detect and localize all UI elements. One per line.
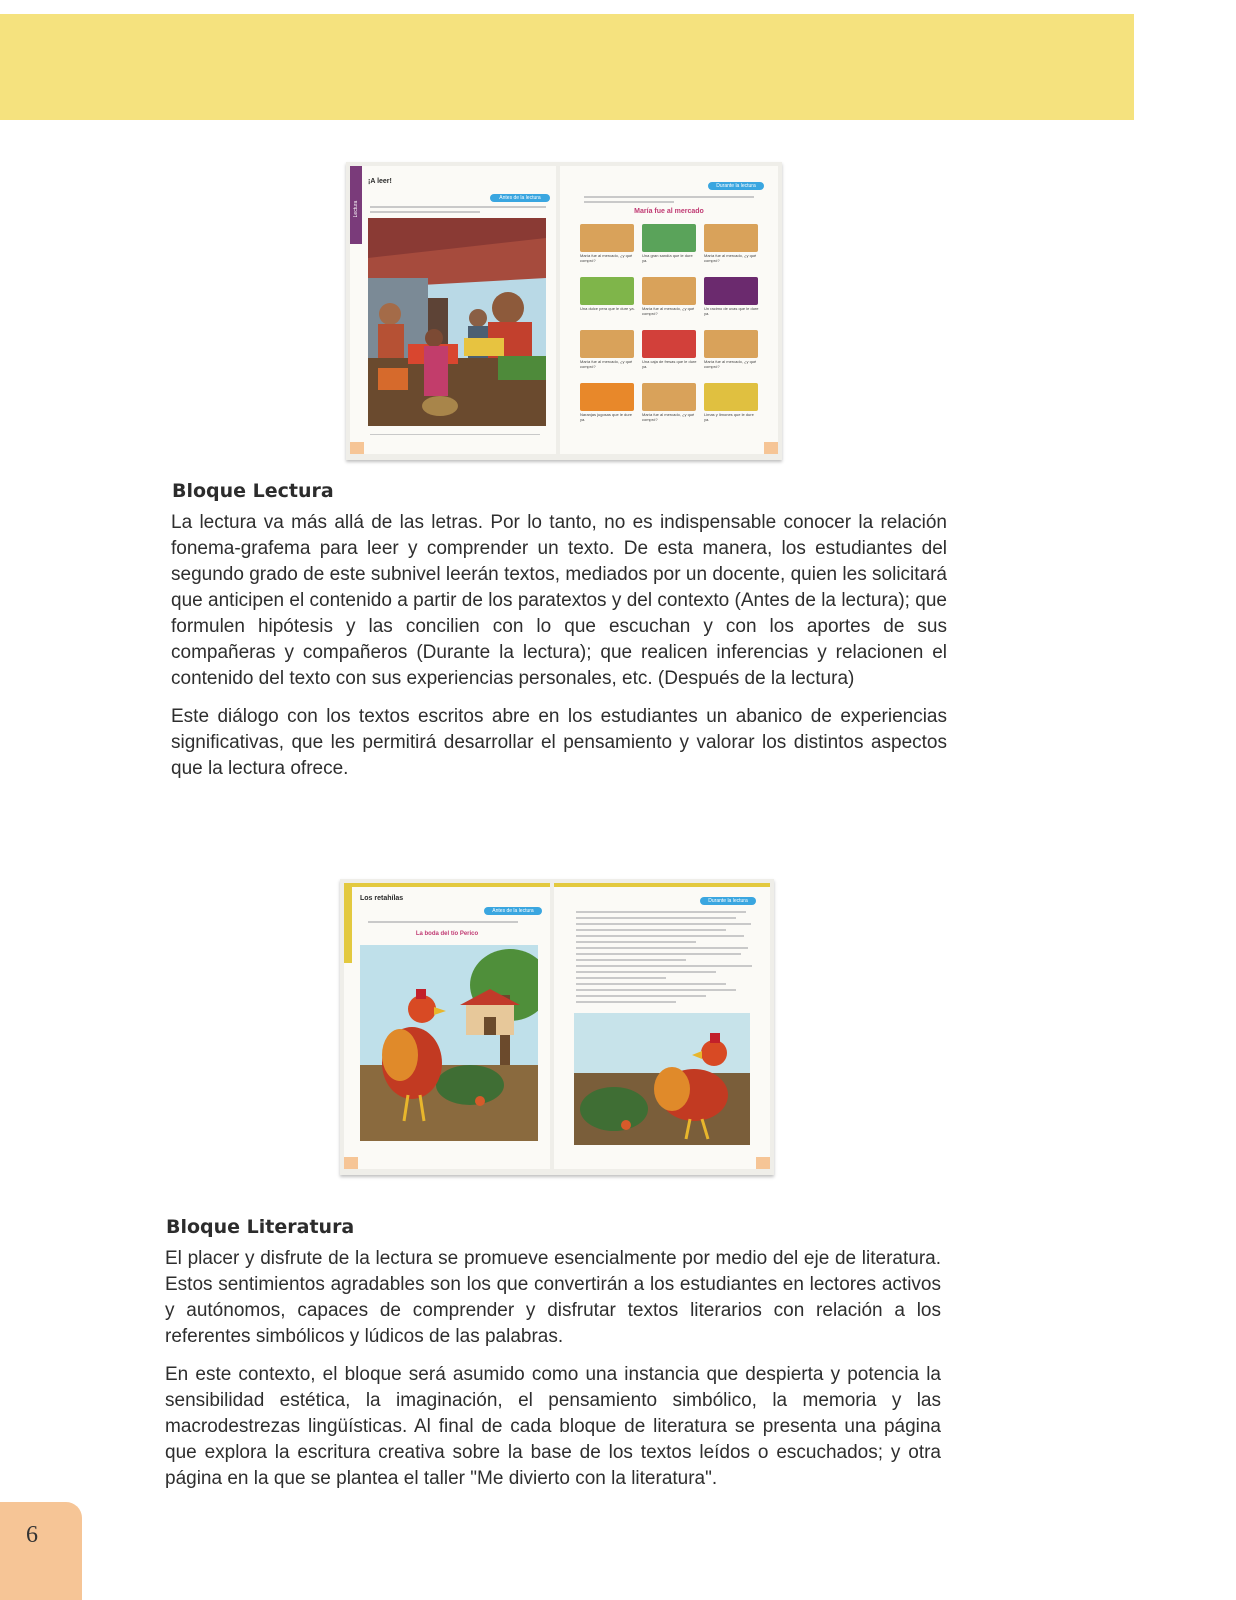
page-corner [344,1157,358,1169]
story-text-line [576,911,746,913]
poem-grid-caption: Limas y limones que le dure ya. [704,412,754,422]
textbook-spread-literatura [340,879,774,1175]
page-corner [350,442,364,454]
header-color-band [0,14,1134,120]
page-corner [756,1157,770,1169]
page-top-strip [554,883,770,887]
poem-grid-picture [580,224,634,252]
poem-grid-picture [580,277,634,305]
poem-grid-picture [704,224,758,252]
poem-grid-caption: Naranjas jugosas que le dure ya. [580,412,633,422]
story-text-line [576,971,716,973]
section-title-literatura: Bloque Literatura [166,1216,355,1238]
poem-grid-caption: Una gran sandía que le dure ya. [642,253,693,263]
poem-grid-cell [702,381,762,434]
poem-grid-picture [642,383,696,411]
left-page-title: Los retahílas [360,895,404,902]
instruction-line [370,206,546,208]
poem-grid-picture [704,383,758,411]
poem-grid-caption: María fue al mercado, ¿y qué compró? [642,412,695,422]
footer-line [370,434,540,435]
story-text-line [576,947,748,949]
story-text-line [576,917,736,919]
poem-grid-picture [642,277,696,305]
textbook-spread-lectura [346,162,782,460]
poem-grid-caption: María fue al mercado, ¿y qué compró? [704,253,757,263]
poem-grid-cell [578,222,638,275]
poem-grid-caption: Una caja de fresas que le dure ya. [642,359,697,369]
story-text-line [576,941,696,943]
story-text-line [576,977,666,979]
during-reading-pill: Durante la lectura [700,897,756,905]
spread-right-page [560,166,778,454]
rooster-illustration-left [360,945,538,1141]
poem-grid-picture [642,330,696,358]
story-text-line [576,995,706,997]
side-tab-label: Lectura [353,200,359,218]
paragraph-literatura-1: El placer y disfrute de la lectura se promueve esencialmente por medio del eje de literatura. Estos sentimientos agradables son los que convertirán a los estudiantes en lectores activos y autónomos, capaces de comprender y disfrutar textos literarios con relación a los referentes simbólicos y lúdicos de las palabras. [165,1248,941,1347]
poem-grid-caption: María fue al mercado, ¿y qué compró? [580,253,633,263]
poem-grid-cell [640,222,700,275]
poem-grid-cell [702,222,762,275]
page-top-strip [344,883,550,887]
paragraph-literatura-2: En este contexto, el bloque será asumido como una instancia que despierta y potencia la sensibilidad estética, la imaginación, el pensamiento simbólico, la memoria y las macrodestrezas lingüísticas. Al final de cada bloque de literatura se presenta una página que explora la escritura creativa sobre la base de los textos leídos o escuchados; y otra página en la que se plantea el taller "Me divierto con la literatura". [165,1364,941,1489]
before-reading-pill: Antes de la lectura [490,194,550,202]
spread-left-page [350,166,556,454]
market-illustration [368,218,546,426]
during-reading-pill: Durante la lectura [708,182,764,190]
poem-grid-caption: María fue al mercado, ¿y qué compró? [580,359,633,369]
instruction-line [368,921,518,923]
story-text-line [576,953,741,955]
poem-grid-picture [704,330,758,358]
poem-heading: María fue al mercado [634,208,704,215]
story-title: La boda del tío Perico [415,931,479,937]
poem-grid-cell [640,328,700,381]
story-text-line [576,1001,676,1003]
side-tab [344,883,352,963]
poem-grid-cell [640,275,700,328]
left-page-title: ¡A leer! [368,178,392,185]
poem-grid-picture [580,330,634,358]
story-text-line [576,983,726,985]
story-text-line [576,989,736,991]
spread-right-page [554,883,770,1169]
story-text-line [576,935,744,937]
poem-grid-picture [642,224,696,252]
instruction-line [584,201,674,203]
poem-grid-cell [578,275,638,328]
paragraph-lectura-1: La lectura va más allá de las letras. Por lo tanto, no es indispensable conocer la relación fonema-grafema para leer y comprender un texto. De esta manera, los estudiantes del segundo grado de este subnivel leerán textos, mediados por un docente, quien les solicitará que anticipen el contenido a partir de los paratextos y del contexto (Antes de la lectura); que formulen hipótesis y las concilien con lo que escuchan y con los aportes de sus compañeras y compañeros (Durante la lectura); que realicen inferencias y relacionen el contenido del texto con sus experiencias personales, etc. (Después de la lectura) [171,512,947,689]
poem-grid-caption: Un racimo de uvas que le dure ya. [704,306,759,316]
poem-grid-cell [578,381,638,434]
rooster-illustration-right [574,1013,750,1145]
poem-grid-picture [580,383,634,411]
poem-grid-cell [640,381,700,434]
poem-grid-cell [578,328,638,381]
before-reading-pill: Antes de la lectura [484,907,542,915]
story-text-line [576,959,686,961]
poem-grid-picture [704,277,758,305]
side-tab [350,166,362,244]
instruction-line [584,196,754,198]
paragraph-lectura-2: Este diálogo con los textos escritos abre en los estudiantes un abanico de experiencias significativas, que les permitirá desarrollar el pensamiento y valorar los distintos aspectos que la lectura ofrece. [171,706,947,779]
poem-grid-caption: María fue al mercado, ¿y qué compró? [704,359,757,369]
poem-grid-caption: María fue al mercado, ¿y qué compró? [642,306,695,316]
poem-picture-grid [578,222,762,436]
page-number-tab [0,1502,82,1600]
poem-grid-cell [702,328,762,381]
page-number: 6 [26,1522,38,1548]
poem-grid-cell [702,275,762,328]
instruction-line [370,211,480,213]
spread-left-page [344,883,550,1169]
page-corner [764,442,778,454]
story-text-line [576,929,726,931]
story-text-line [576,923,751,925]
section-title-lectura: Bloque Lectura [172,480,334,502]
poem-grid-caption: Una dulce pera que le dure ya. [580,306,635,311]
story-text-line [576,965,752,967]
